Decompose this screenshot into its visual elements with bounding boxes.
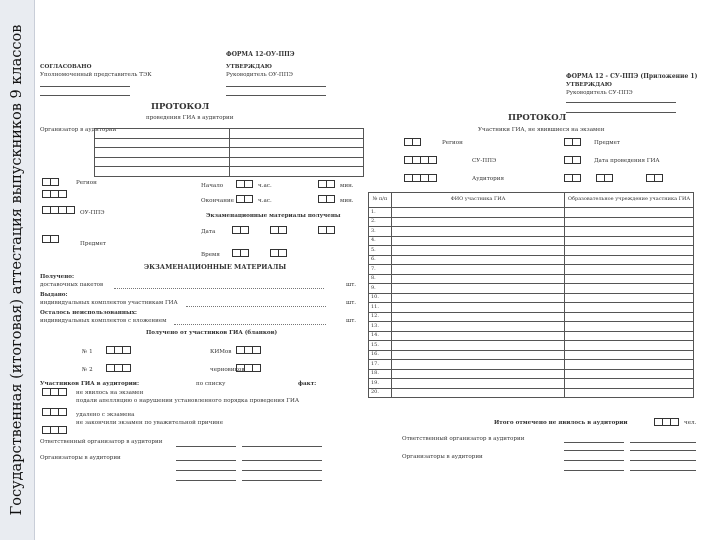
approve-left-sub: Уполномоченный представитель ТЭК bbox=[40, 72, 152, 78]
remained-item: индивидуальных комплектов с вложением bbox=[40, 318, 167, 324]
row-number: 5. bbox=[369, 246, 392, 256]
time-label: Время bbox=[201, 252, 220, 258]
table-row bbox=[369, 227, 694, 237]
table-row bbox=[369, 274, 694, 284]
row-code-cell bbox=[565, 274, 694, 284]
row-number: 1. bbox=[369, 208, 392, 218]
table-row bbox=[369, 360, 694, 370]
row-number: 7. bbox=[369, 265, 392, 275]
participants-label: Участников ГИА в аудитории: bbox=[40, 381, 140, 387]
region-label: Регион bbox=[76, 180, 97, 186]
row-name-cell bbox=[392, 312, 565, 322]
row-name-cell bbox=[392, 208, 565, 218]
fact-label: факт: bbox=[298, 381, 317, 387]
row-number: 3. bbox=[369, 227, 392, 237]
approve-right-sub: Руководитель ОУ-ППЭ bbox=[226, 72, 293, 78]
form-code: ФОРМА 12-ОУ-ППЭ bbox=[226, 51, 295, 58]
row-name-cell bbox=[392, 303, 565, 313]
row-number: 17. bbox=[369, 360, 392, 370]
row-code-cell bbox=[565, 322, 694, 332]
form2-approve-title: УТВЕРЖДАЮ bbox=[566, 82, 612, 88]
table-row bbox=[369, 284, 694, 294]
form2-organizers-label: Организаторы в аудитории bbox=[402, 454, 483, 460]
table-row bbox=[369, 312, 694, 322]
row-name-cell bbox=[392, 331, 565, 341]
table-row bbox=[369, 350, 694, 360]
remained-unit: шт. bbox=[346, 318, 357, 324]
table-row bbox=[369, 369, 694, 379]
form2-responsible-label: Ответственный организатор в аудитории bbox=[402, 436, 525, 442]
table-row bbox=[369, 341, 694, 351]
absentees-table bbox=[368, 192, 694, 398]
form2-protocol-sub: Участники ГИА, не явившиеся на экзамен bbox=[478, 127, 605, 133]
row-name-cell bbox=[392, 341, 565, 351]
row-code-cell bbox=[565, 227, 694, 237]
kim-label: КИМов bbox=[210, 349, 232, 355]
issued-item: индивидуальных комплектов участникам ГИА bbox=[40, 300, 178, 306]
row-code-cell bbox=[565, 331, 694, 341]
row-code-cell bbox=[565, 360, 694, 370]
organizer-table bbox=[94, 128, 364, 177]
by-list-label: по списку bbox=[196, 381, 226, 387]
form2-code: ФОРМА 12 - СУ-ППЭ (Приложение 1) bbox=[566, 73, 698, 80]
row-number: 8. bbox=[369, 274, 392, 284]
row-number: 10. bbox=[369, 293, 392, 303]
protocol-sub: проведения ГИА в аудитории bbox=[146, 115, 234, 121]
table-row bbox=[369, 388, 694, 398]
sidebar bbox=[0, 0, 35, 540]
end-minutes-unit: мин. bbox=[340, 198, 354, 204]
row-name-cell bbox=[392, 360, 565, 370]
row-number: 9. bbox=[369, 284, 392, 294]
row-code-cell bbox=[565, 217, 694, 227]
start-hours-unit: ч.ас. bbox=[258, 183, 272, 189]
row-name-cell bbox=[392, 369, 565, 379]
start-label: Начало bbox=[201, 183, 224, 189]
row-name-cell bbox=[392, 379, 565, 389]
row-name-cell bbox=[392, 236, 565, 246]
not-finished-label: не закончили экзамен по уважительной причине bbox=[76, 420, 224, 426]
row-name-cell bbox=[392, 284, 565, 294]
materials-title: ЭКЗАМЕНАЦИОННЫЕ МАТЕРИАЛЫ bbox=[144, 263, 287, 271]
approve-left-title: СОГЛАСОВАНО bbox=[40, 64, 92, 70]
form-12-su-ppe bbox=[368, 44, 708, 474]
issued-label: Выдано: bbox=[40, 292, 68, 298]
row-number: 12. bbox=[369, 312, 392, 322]
organizer-label: Организатор в аудитории bbox=[40, 127, 117, 133]
received-item: доставочных пакетов bbox=[40, 282, 104, 288]
table-row bbox=[369, 265, 694, 275]
table-row bbox=[369, 246, 694, 256]
form2-summary-label: Итого отмечено не явилось в аудитории bbox=[494, 420, 628, 426]
row-code-cell bbox=[565, 303, 694, 313]
table-row bbox=[369, 293, 694, 303]
row-number: 16. bbox=[369, 350, 392, 360]
ou-label: ОУ-ППЭ bbox=[80, 210, 105, 216]
row-number: 4. bbox=[369, 236, 392, 246]
start-minutes-unit: мин. bbox=[340, 183, 354, 189]
form2-date-label: Дата проведения ГИА bbox=[594, 158, 660, 164]
table-row bbox=[369, 217, 694, 227]
row-code-cell bbox=[565, 379, 694, 389]
removed-label: удалено с экзамена bbox=[76, 412, 135, 418]
row-name-cell bbox=[392, 274, 565, 284]
date-label: Дата bbox=[201, 229, 216, 235]
row-number: 2. bbox=[369, 217, 392, 227]
row-number: 20. bbox=[369, 388, 392, 398]
exam-packs-header: Экзаменационные материалы получены bbox=[206, 213, 341, 219]
end-label: Окончание bbox=[201, 198, 234, 204]
organizers-label: Организаторы в аудитории bbox=[40, 455, 121, 461]
row-number: 14. bbox=[369, 331, 392, 341]
form2-approve-sub: Руководитель СУ-ППЭ bbox=[566, 90, 633, 96]
received-label: Получено: bbox=[40, 274, 75, 280]
table-row bbox=[369, 322, 694, 332]
sidebar-title: Государственная (итоговая) аттестация выпускников 9 классов bbox=[9, 24, 25, 516]
table-row bbox=[369, 255, 694, 265]
row-name-cell bbox=[392, 265, 565, 275]
issued-unit: шт. bbox=[346, 300, 357, 306]
row-name-cell bbox=[392, 255, 565, 265]
table-row bbox=[369, 236, 694, 246]
row-code-cell bbox=[565, 265, 694, 275]
received-unit: шт. bbox=[346, 282, 357, 288]
row-code-cell bbox=[565, 255, 694, 265]
subject-label: Предмет bbox=[80, 241, 106, 247]
row-code-cell bbox=[565, 246, 694, 256]
responsible-label: Ответственный организатор в аудитории bbox=[40, 439, 163, 445]
violation-label: подали апелляцию о нарушении установленного порядка проведения ГИА bbox=[76, 398, 300, 404]
row-name-cell bbox=[392, 322, 565, 332]
table-row bbox=[369, 303, 694, 313]
row-code-cell bbox=[565, 388, 694, 398]
row-code-cell bbox=[565, 350, 694, 360]
form2-subject-label: Предмет bbox=[594, 140, 620, 146]
form-12-ou-ppe bbox=[36, 40, 369, 540]
row-name-cell bbox=[392, 388, 565, 398]
row-number: 6. bbox=[369, 255, 392, 265]
row-name-cell bbox=[392, 293, 565, 303]
approve-right-title: УТВЕРЖДАЮ bbox=[226, 64, 272, 70]
row-number: 11. bbox=[369, 303, 392, 313]
end-hours-unit: ч.ас. bbox=[258, 198, 272, 204]
row-code-cell bbox=[565, 312, 694, 322]
table-row bbox=[369, 208, 694, 218]
row-name-cell bbox=[392, 217, 565, 227]
blank2-label: № 2 bbox=[82, 367, 93, 373]
protocol-title: ПРОТОКОЛ bbox=[151, 102, 210, 112]
row-name-cell bbox=[392, 246, 565, 256]
form2-region-label: Регион bbox=[442, 140, 463, 146]
remained-label: Осталось неиспользованных: bbox=[40, 310, 137, 316]
row-code-cell bbox=[565, 284, 694, 294]
absent-label: не явилось на экзамен bbox=[76, 390, 144, 396]
row-name-cell bbox=[392, 227, 565, 237]
col-num: № п/п bbox=[369, 193, 392, 208]
blanks-header: Получено от участников ГИА (бланков) bbox=[146, 330, 278, 336]
row-number: 18. bbox=[369, 369, 392, 379]
form2-unit: чел. bbox=[684, 420, 697, 426]
table-row bbox=[369, 379, 694, 389]
form2-protocol-title: ПРОТОКОЛ bbox=[508, 113, 567, 123]
col-name: ФИО участника ГИА bbox=[392, 193, 565, 208]
drafts-label: черновиков bbox=[210, 367, 245, 373]
col-code: Образовательное учреждение участника ГИА bbox=[565, 193, 694, 208]
blank1-label: № 1 bbox=[82, 349, 93, 355]
form2-su-label: СУ-ППЭ bbox=[472, 158, 497, 164]
row-number: 19. bbox=[369, 379, 392, 389]
row-code-cell bbox=[565, 293, 694, 303]
row-code-cell bbox=[565, 341, 694, 351]
row-code-cell bbox=[565, 208, 694, 218]
row-name-cell bbox=[392, 350, 565, 360]
row-code-cell bbox=[565, 369, 694, 379]
row-code-cell bbox=[565, 236, 694, 246]
form2-room-label: Аудитория bbox=[472, 176, 505, 182]
row-number: 15. bbox=[369, 341, 392, 351]
row-number: 13. bbox=[369, 322, 392, 332]
table-row bbox=[369, 331, 694, 341]
